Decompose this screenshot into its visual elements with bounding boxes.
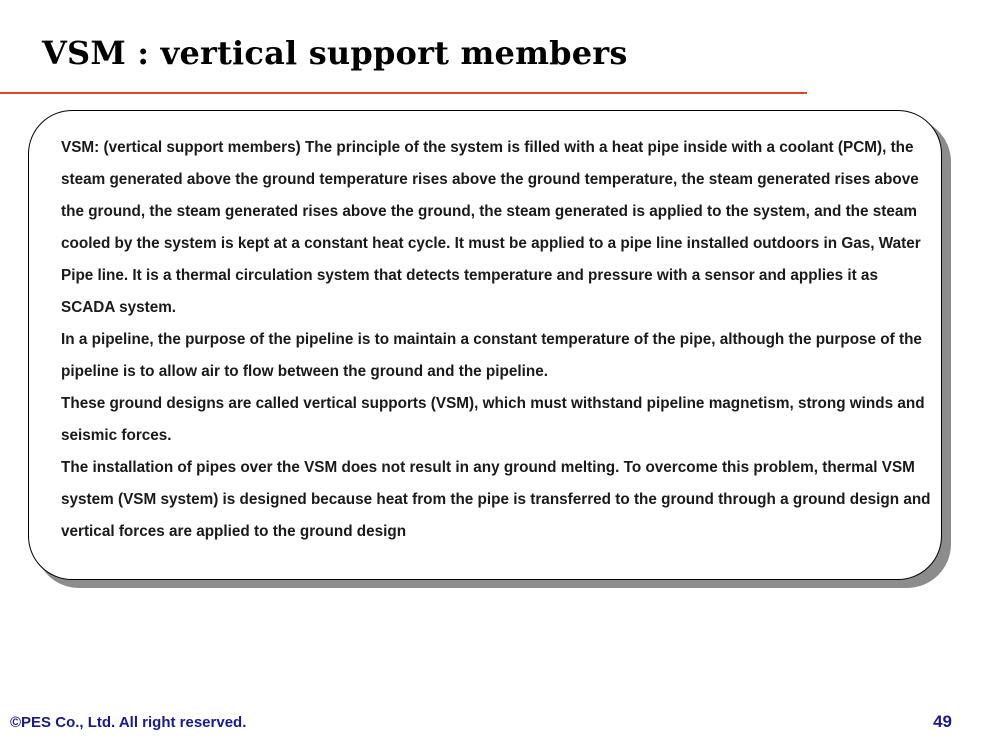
title-underline	[0, 92, 807, 94]
content-text	[61, 132, 931, 548]
paragraph-ground-designs: These ground designs are called vertical supports (VSM), which must withstand pipeline magnetism, strong winds and seismic forces.	[61, 395, 925, 444]
paragraph-installation: The installation of pipes over the VSM does not result in any ground melting. To overcome this problem, thermal VSM system (VSM system) is designed because heat from the pipe is transferred to the ground through a ground design and vertical forces are applied to the ground design	[61, 459, 931, 540]
slide-title: VSM : vertical support members	[42, 34, 628, 72]
page-number: 49	[933, 712, 952, 731]
paragraph-vsm-principle: VSM: (vertical support members) The principle of the system is filled with a heat pipe inside with a coolant (PCM), the steam generated above the ground temperature rises above the ground temperature, the steam generated rises above the ground, the steam generated rises above the ground, the steam generated is applied to the system, and the steam cooled by the system is kept at a constant heat cycle. It must be applied to a pipe line installed outdoors in Gas, Water Pipe line. It is a thermal circulation system that detects temperature and pressure with a sensor and applies it as SCADA system.	[61, 139, 921, 316]
paragraph-pipeline-purpose: In a pipeline, the purpose of the pipeline is to maintain a constant temperature of the pipe, although the purpose of the pipeline is to allow air to flow between the ground and the pipeline.	[61, 331, 922, 380]
footer-copyright: ©PES Co., Ltd. All right reserved.	[10, 714, 247, 731]
